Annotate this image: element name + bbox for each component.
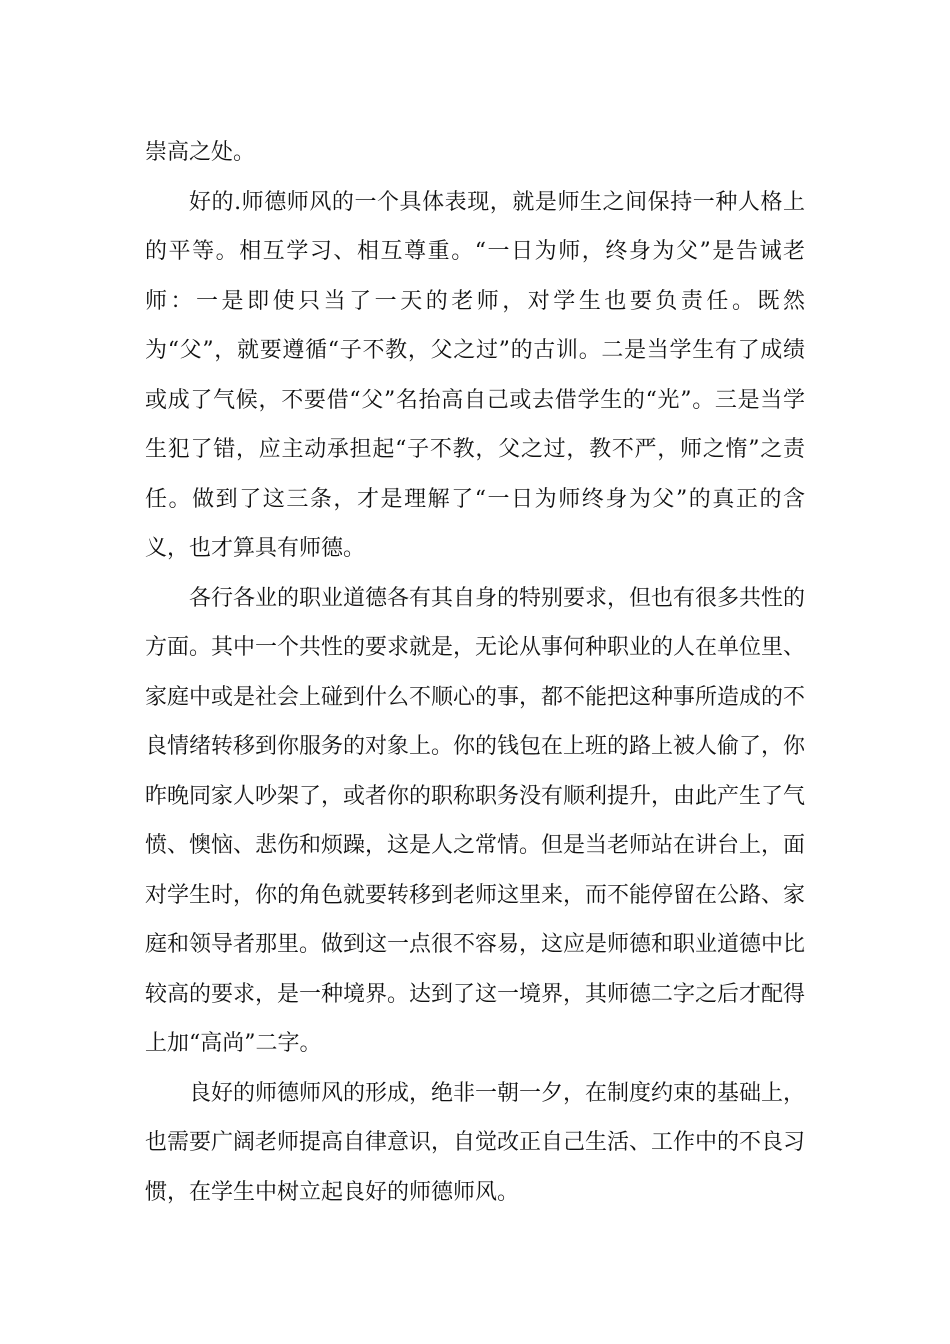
paragraph-conclusion: 良好的师德师风的形成，绝非一朝一夕，在制度约束的基础上，也需要广阔老师提高自律意识，自觉改正自己生活、工作中的不良习惯，在学生中树立起良好的师德师风。 (145, 1080, 806, 1205)
paragraph-professional-ethics: 各行各业的职业道德各有其自身的特别要求，但也有很多共性的方面。其中一个共性的要求就是，无论从事何种职业的人在单位里、家庭中或是社会上碰到什么不顺心的事，都不能把这种事所造成的不良情绪转移到你服务的对象上。你的钱包在上班的路上被人偷了，你昨晚同家人吵架了，或者你的职称职务没有顺利提升，由此产生了气愤、懊恼、悲伤和烦躁，这是人之常情。但是当老师站在讲台上，面对学生时，你的角色就要转移到老师这里来，而不能停留在公路、家庭和领导者那里。做到这一点很不容易，这应是师德和职业道德中比较高的要求，是一种境界。达到了这一境界，其师德二字之后才配得上加“高尚”二字。 (145, 585, 806, 1056)
document-body (145, 128, 805, 1217)
paragraph-teacher-ethics: 好的.师德师风的一个具体表现，就是师生之间保持一种人格上的平等。相互学习、相互尊重。“一日为师，终身为父”是告诫老师：一是即使只当了一天的老师，对学生也要负责任。既然为“父”，就要遵循“子不教，父之过”的古训。二是当学生有了成绩或成了气候，不要借“父”名抬高自己或去借学生的“光”。三是当学生犯了错，应主动承担起“子不教，父之过，教不严，师之惰”之责任。做到了这三条，才是理解了“一日为师终身为父”的真正的含义，也才算具有师德。 (145, 189, 805, 561)
paragraph-continuation: 崇高之处。 (145, 140, 256, 165)
